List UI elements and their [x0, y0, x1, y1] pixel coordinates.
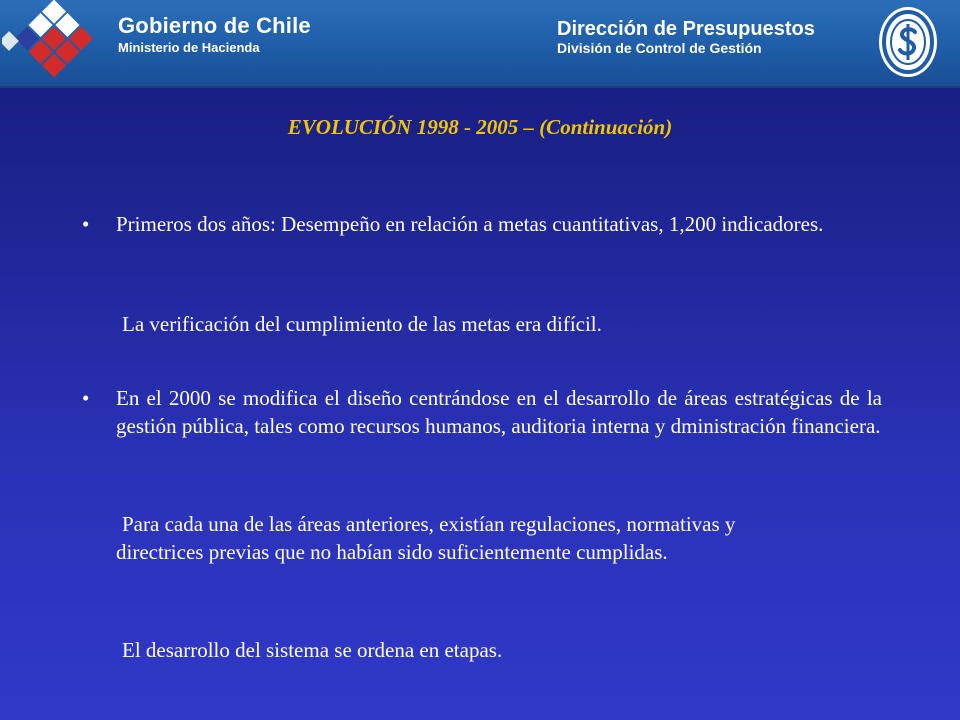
direccion-brand — [557, 18, 815, 57]
gobierno-de-chile-logo-icon — [2, 0, 106, 84]
ministerio-subtitle: Ministerio de Hacienda — [118, 40, 260, 55]
division-subtitle: División de Control de Gestión — [557, 40, 762, 56]
bullet-text: Primeros dos años: Desempeño en relación a metas cuantitativas, 1,200 indicadores. — [116, 212, 824, 236]
gobierno-title: Gobierno de Chile — [118, 13, 311, 38]
dipres-seal-icon — [876, 4, 940, 80]
gobierno-brand — [118, 14, 311, 57]
bullet-icon: • — [82, 212, 90, 236]
slide-title: EVOLUCIÓN 1998 - 2005 – (Continuación) — [287, 115, 673, 139]
header-banner — [0, 0, 960, 88]
note-stages: El desarrollo del sistema se ordena en etapas. — [122, 638, 503, 662]
bullet-icon: • — [82, 386, 90, 410]
note-verification: La verificación del cumplimiento de las metas era difícil. — [122, 312, 602, 336]
direccion-title: Dirección de Presupuestos — [557, 18, 815, 40]
bullet-text: En el 2000 se modifica el diseño centrándose en el desarrollo de áreas estratégicas de la gestión pública, tales como recursos humanos, auditoria interna y dministración financiera. — [116, 386, 882, 438]
note-regulations: Para cada una de las áreas anteriores, existían regulaciones, normativas y directrices previas que no habían sido suficientemente cumplidas. — [116, 512, 736, 564]
